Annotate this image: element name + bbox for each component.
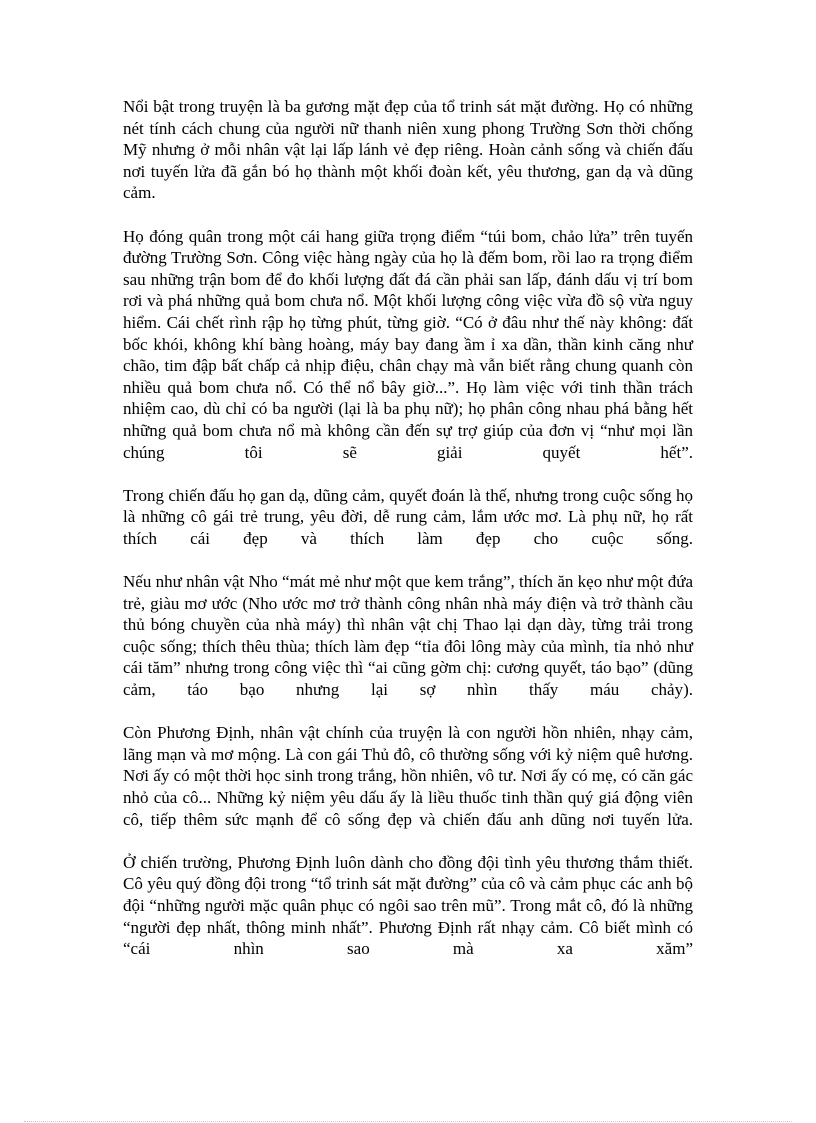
paragraph-nho-thao: Nếu như nhân vật Nho “mát mẻ như một que kem trắng”, thích ăn kẹo như một đứa trẻ, giàu mơ ước (Nho ước mơ trở thành công nhân nhà máy điện và trở thành cầu thủ bóng chuyền của nhà máy) thì nhân vật chị Thao lại dạn dày, từng trải trong cuộc sống; thích thêu thùa; thích làm đẹp “tỉa đôi lông mày của mình, tỉa nhỏ như cái tăm” nhưng trong công việc thì “ai cũng gờm chị: cương quyết, táo bạo” (dũng cảm, táo bạo nhưng lại sợ nhìn thấy máu chảy). xyxy=(123,572,693,700)
paragraph-phuong-dinh: Còn Phương Định, nhân vật chính của truyện là con người hồn nhiên, nhạy cảm, lãng mạn và mơ mộng. Là con gái Thủ đô, cô thường sống với kỷ niệm quê hương. Nơi ấy có một thời học sinh trong trắng, hồn nhiên, vô tư. Nơi ấy có mẹ, có căn gác nhỏ của cô... Những kỷ niệm yêu dấu ấy là liều thuốc tinh thần quý giá động viên cô, tiếp thêm sức mạnh để cô sống đẹp và chiến đấu anh dũng nơi tuyến lửa. xyxy=(123,723,693,829)
paragraph-intro: Nổi bật trong truyện là ba gương mặt đẹp của tổ trinh sát mặt đường. Họ có những nét tính cách chung của người nữ thanh niên xung phong Trường Sơn thời chống Mỹ nhưng ở mỗi nhân vật lại lấp lánh vẻ đẹp riêng. Hoàn cảnh sống và chiến đấu nơi tuyến lửa đã gắn bó họ thành một khối đoàn kết, yêu thương, gan dạ và dũng cảm. xyxy=(123,97,693,203)
paragraph-comrades: Ở chiến trường, Phương Định luôn dành cho đồng đội tình yêu thương thắm thiết. Cô yêu quý đồng đội trong “tổ trinh sát mặt đường” của cô và cảm phục các anh bộ đội “những người mặc quân phục có ngôi sao trên mũ”. Trong mắt cô, đó là những “người đẹp nhất, thông minh nhất”. Phương Định rất nhạy cảm. Cô biết mình có “cái nhìn sao mà xa xăm” xyxy=(123,852,693,959)
paragraph-youth: Trong chiến đấu họ gan dạ, dũng cảm, quyết đoán là thế, nhưng trong cuộc sống họ là những cô gái trẻ trung, yêu đời, dễ rung cảm, lắm ước mơ. Là phụ nữ, họ rất thích cái đẹp và thích làm đẹp cho cuộc sống. xyxy=(123,485,693,548)
paragraph-work: Họ đóng quân trong một cái hang giữa trọng điểm “túi bom, chảo lửa” trên tuyến đường Trường Sơn. Công việc hàng ngày của họ là đếm bom, rồi lao ra trọng điểm sau những trận bom để đo khối lượng đất đá cần phải san lấp, đánh dấu vị trí bom rơi và phá những quả bom chưa nổ. Một khối lượng công việc vừa đồ sộ vừa nguy hiểm. Cái chết rình rập họ từng phút, từng giờ. “Có ở đâu như thế này không: đất bốc khói, không khí bàng hoàng, máy bay đang ầm ỉ xa dần, thần kinh căng như chão, tim đập bất chấp cả nhịp điệu, chân chạy mà vẫn biết rằng chung quanh còn nhiều quả bom chưa nổ. Có thể nổ bây giờ...”. Họ làm việc với tinh thần trách nhiệm cao, dù chỉ có ba người (lại là ba phụ nữ); họ phân công nhau phá bằng hết những quả bom chưa nổ mà không cần đến sự trợ giúp của đơn vị “như mọi lần chúng tôi sẽ giải quyết hết”. xyxy=(123,226,693,462)
page-bottom-divider xyxy=(24,1121,792,1122)
document-body xyxy=(123,96,693,960)
